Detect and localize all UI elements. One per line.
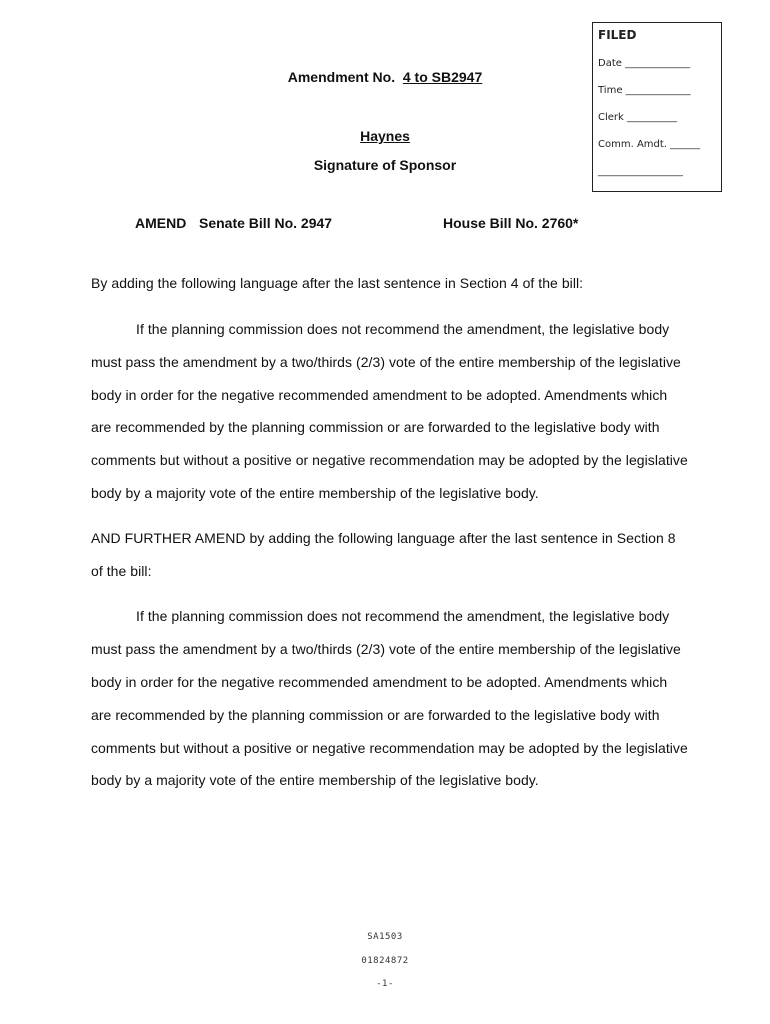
body-line: If the planning commission does not recommend the amendment, the legislative body bbox=[136, 321, 670, 337]
body-line: are recommended by the planning commission or are forwarded to the legislative body with bbox=[91, 419, 660, 435]
filed-blank-line: _________________ bbox=[598, 166, 683, 177]
further-amend-line: of the bill: bbox=[91, 563, 152, 579]
amendment-title bbox=[0, 69, 770, 85]
intro-paragraph: By adding the following language after the last sentence in Section 4 of the bill: bbox=[91, 275, 584, 291]
amendment-prefix: Amendment No. bbox=[287, 69, 396, 85]
filed-clerk-line: Clerk __________ bbox=[598, 112, 677, 123]
body-line: body in order for the negative recommended amendment to be adopted. Amendments which bbox=[91, 387, 668, 403]
filed-comm-amdt-line: Comm. Amdt. ______ bbox=[598, 139, 701, 150]
filed-time-line: Time _____________ bbox=[598, 85, 691, 96]
filed-date-line: Date _____________ bbox=[598, 58, 691, 69]
body-line: body by a majority vote of the entire membership of the legislative body. bbox=[91, 485, 539, 501]
body-line: comments but without a positive or negative recommendation may be adopted by the legislative bbox=[91, 452, 688, 468]
body-line: If the planning commission does not recommend the amendment, the legislative body bbox=[136, 608, 670, 624]
sponsor-label: Signature of Sponsor bbox=[313, 157, 457, 173]
footer-code-number: 01824872 bbox=[361, 956, 409, 966]
further-amend-line: AND FURTHER AMEND by adding the following language after the last sentence in Section 8 bbox=[91, 530, 676, 546]
body-line: body in order for the negative recommended amendment to be adopted. Amendments which bbox=[91, 674, 668, 690]
page-number: -1- bbox=[376, 979, 394, 989]
body-line: must pass the amendment by a two/thirds (2/3) vote of the entire membership of the legislative bbox=[91, 354, 681, 370]
body-line: body by a majority vote of the entire membership of the legislative body. bbox=[91, 772, 539, 788]
senate-bill-number: Senate Bill No. 2947 bbox=[199, 215, 333, 231]
body-line: must pass the amendment by a two/thirds (2/3) vote of the entire membership of the legislative bbox=[91, 641, 681, 657]
sponsor-name: Haynes bbox=[360, 128, 410, 144]
filed-title: FILED bbox=[598, 28, 637, 42]
body-line: comments but without a positive or negative recommendation may be adopted by the legislative bbox=[91, 740, 688, 756]
amendment-number: 4 to SB2947 bbox=[402, 69, 483, 85]
body-line: are recommended by the planning commission or are forwarded to the legislative body with bbox=[91, 707, 660, 723]
amend-label: AMEND bbox=[135, 215, 187, 231]
footer-code-sa: SA1503 bbox=[367, 932, 403, 942]
house-bill-number: House Bill No. 2760* bbox=[443, 215, 579, 231]
